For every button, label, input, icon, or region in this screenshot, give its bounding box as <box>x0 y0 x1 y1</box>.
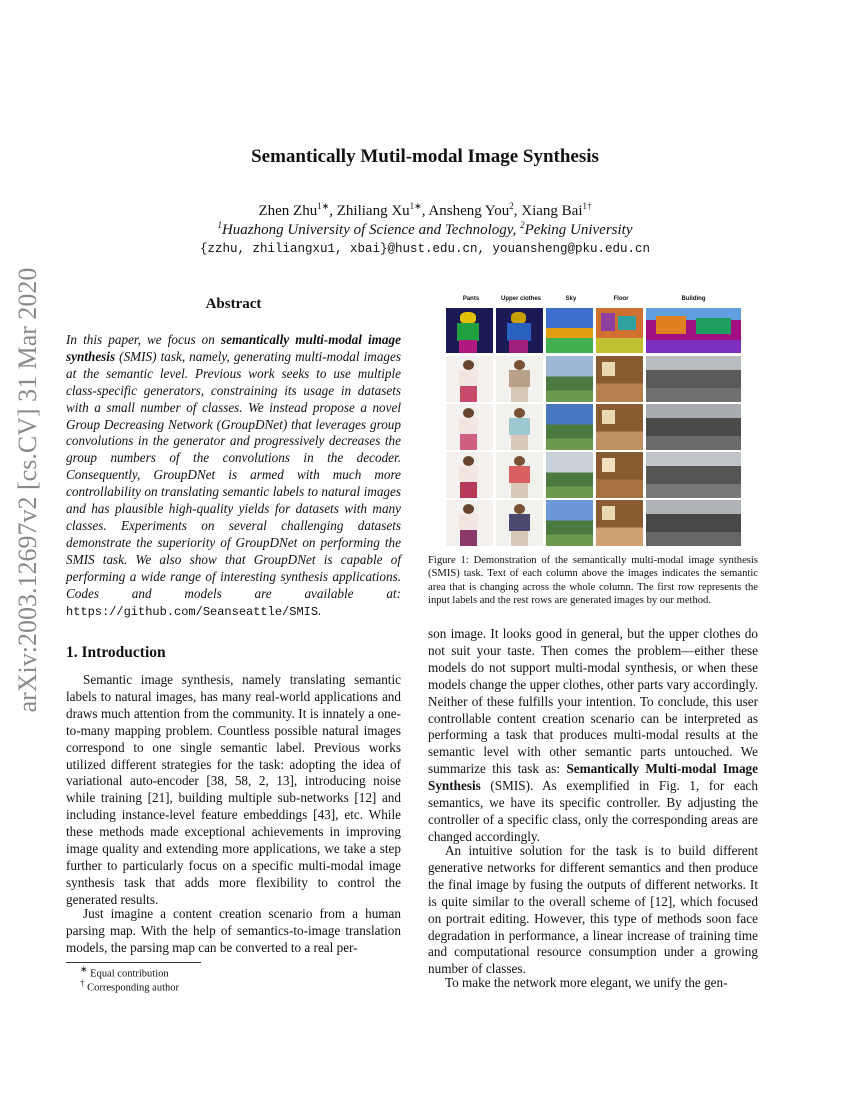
figure-1-caption: Figure 1: Demonstration of the semantically multi-modal image synthesis (SMIS) task. Text of each column above the images indicates the semantic area that is changing across the whole column. The first row represents the input labels and the rest rows are generated images by our method. <box>428 555 758 607</box>
intro-paragraph-3 <box>428 626 758 846</box>
abstract-body <box>66 332 401 620</box>
label-map-building <box>646 308 741 353</box>
generated-image-building <box>646 404 741 450</box>
generated-image-upper-clothes <box>496 452 543 498</box>
footnote-mark: † <box>80 978 85 988</box>
figure-column-label: Sky <box>565 296 577 302</box>
footnote-divider <box>66 962 201 963</box>
generated-image-sky <box>546 500 593 546</box>
author-affil-mark: 1∗ <box>409 201 422 211</box>
author-name: Zhiliang Xu <box>336 203 410 219</box>
generated-image-pants <box>446 356 493 402</box>
arxiv-identifier <box>8 267 48 713</box>
figure-column-label: Upper clothes <box>500 296 541 302</box>
label-map-pants <box>446 308 493 353</box>
generated-image-sky <box>546 452 593 498</box>
figure-column-label: Floor <box>613 296 629 302</box>
generated-image-pants <box>446 404 493 450</box>
intro-paragraph-5: To make the network more elegant, we unify the gen- <box>445 975 728 990</box>
generated-image-building <box>646 500 741 546</box>
intro-paragraph-4: An intuitive solution for the task is to build different generative networks for different semantics and then produce the final image by fusing the outputs of different networks. It is quite similar to the overall scheme of [12], which focused on portrait editing. However, this type of methods soon face degradation in performance, a linear increase of training time and computational resource consumption under a growing number of classes. <box>428 843 758 977</box>
generated-image-sky <box>546 404 593 450</box>
affiliation-name: Peking University <box>524 222 633 238</box>
author-name: Zhen Zhu <box>258 203 318 219</box>
figure-1 <box>446 296 741 548</box>
generated-image-building <box>646 452 741 498</box>
section-heading-introduction: 1. Introduction <box>66 644 166 661</box>
paper-title: Semantically Mutil-modal Image Synthesis <box>251 146 599 167</box>
code-url-link[interactable]: https://github.com/Seanseattle/SMIS <box>66 604 319 619</box>
footnote-corresponding-author <box>80 978 179 994</box>
author-affil-mark: 2 <box>509 201 514 211</box>
paragraph-text: (SMIS). As exemplified in Fig. 1, for each semantics, we have its specific controller. By adjusting the controller of a specific class, only the corresponding areas are changed accordingly. <box>428 778 758 844</box>
arxiv-identifier-text: arXiv:2003.12697v2 [cs.CV] 31 Mar 2020 <box>13 267 42 713</box>
generated-image-upper-clothes <box>496 500 543 546</box>
author-emails: {zzhu, zhiliangxu1, xbai}@hust.edu.cn, youansheng@pku.edu.cn <box>199 242 651 256</box>
intro-paragraph-1: Semantic image synthesis, namely translating semantic labels to natural images, has many real-world applications and draws much attention from the community. It is innately a one-to-many mapping problem. Countless possible natural images correspond to one single semantic label. Previous works utilized different strategies for the task: adopting the idea of variational auto-encoder [38, 58, 2, 13], introducing noise while training [21], building multiple sub-networks [12] and including instance-level feature embeddings [43], etc. While these methods made exceptional achievements in improving image quality and extending more applications, we take a step further to particularly focus on a specific multi-modal image synthesis task that adds more flexibility to control the generated results. <box>66 672 401 907</box>
generated-image-building <box>646 356 741 402</box>
generated-image-upper-clothes <box>496 356 543 402</box>
generated-image-floor <box>596 500 643 546</box>
paragraph-emphasis: Semantically Multi-modal Image Synthesis <box>428 761 758 794</box>
author-affil-mark: 1∗ <box>317 201 330 211</box>
generated-image-floor <box>596 452 643 498</box>
generated-image-floor <box>596 356 643 402</box>
author-list: Zhen Zhu$^{1∗}$, Zhiliang $Xu^{1∗}$, Ansheng You$^2$, Xiang Bai$^{1\dagger}$ <box>258 201 592 219</box>
affiliation-mark: 1 <box>217 220 222 230</box>
affiliation-mark: 2 <box>520 220 525 230</box>
author-name: Ansheng You <box>428 203 510 219</box>
affiliations: $^1$Huazhong University of Science and Technology, $^2$Peking University <box>217 220 633 238</box>
figure-column-label: Building <box>681 296 706 302</box>
abstract-heading: Abstract <box>205 296 262 312</box>
generated-image-pants <box>446 452 493 498</box>
footnote-mark: ∗ <box>80 964 88 974</box>
label-map-floor <box>596 308 643 353</box>
label-map-sky <box>546 308 593 353</box>
affiliation-name: Huazhong University of Science and Technology <box>221 222 513 238</box>
generated-image-sky <box>546 356 593 402</box>
generated-image-floor <box>596 404 643 450</box>
abstract-text: (SMIS) task, namely, generating multi-modal images at the semantic level. Previous work seeks to use multiple class-specific generators, constraining its usage in datasets with a small number of classes. We instead propose a novel Group Decreasing Network (GroupDNet) that leverages group convolutions in the generator and progressively decreases the group numbers of the convolutions in the decoder. Consequently, GroupDNet is armed with much more controllability on translating semantic labels to natural images and has plausible high-quality yields for datasets with many classes. Experiments on several challenging datasets demonstrate the superiority of GroupDNet on performing the SMIS task. We also show that GroupDNet is capable of performing a wide range of interesting synthesis applications. Codes and models are available at: <box>66 348 401 601</box>
footnote-text: Corresponding author <box>87 982 179 994</box>
label-map-upper-clothes <box>496 308 543 353</box>
generated-image-pants <box>446 500 493 546</box>
paragraph-text: son image. It looks good in general, but the upper clothes do not suit your taste. Then comes the problem—either these models do not support multi-modal synthesis, or when these models change the upper clothes, other parts vary accordingly. Neither of these fulfills your intention. To conclude, this user controllable content creation scenario can be interpreted as performing a task that produces multi-modal results at the semantic level with other semantic parts untouched. We summarize this task as: <box>428 626 758 777</box>
figure-column-label: Pants <box>462 296 480 302</box>
generated-image-upper-clothes <box>496 404 543 450</box>
author-affil-mark: 1† <box>582 201 592 211</box>
author-name: Xiang Bai <box>521 203 583 219</box>
footnote-text: Equal contribution <box>90 968 169 980</box>
abstract-text: . <box>318 602 322 618</box>
intro-paragraph-2: Just imagine a content creation scenario from a human parsing map. With the help of semantics-to-image translation models, the parsing map can be converted to a real per- <box>66 906 401 955</box>
abstract-text: In this paper, we focus on <box>66 332 221 347</box>
abstract-emphasis: semantically multi-modal image synthesis <box>66 332 401 364</box>
